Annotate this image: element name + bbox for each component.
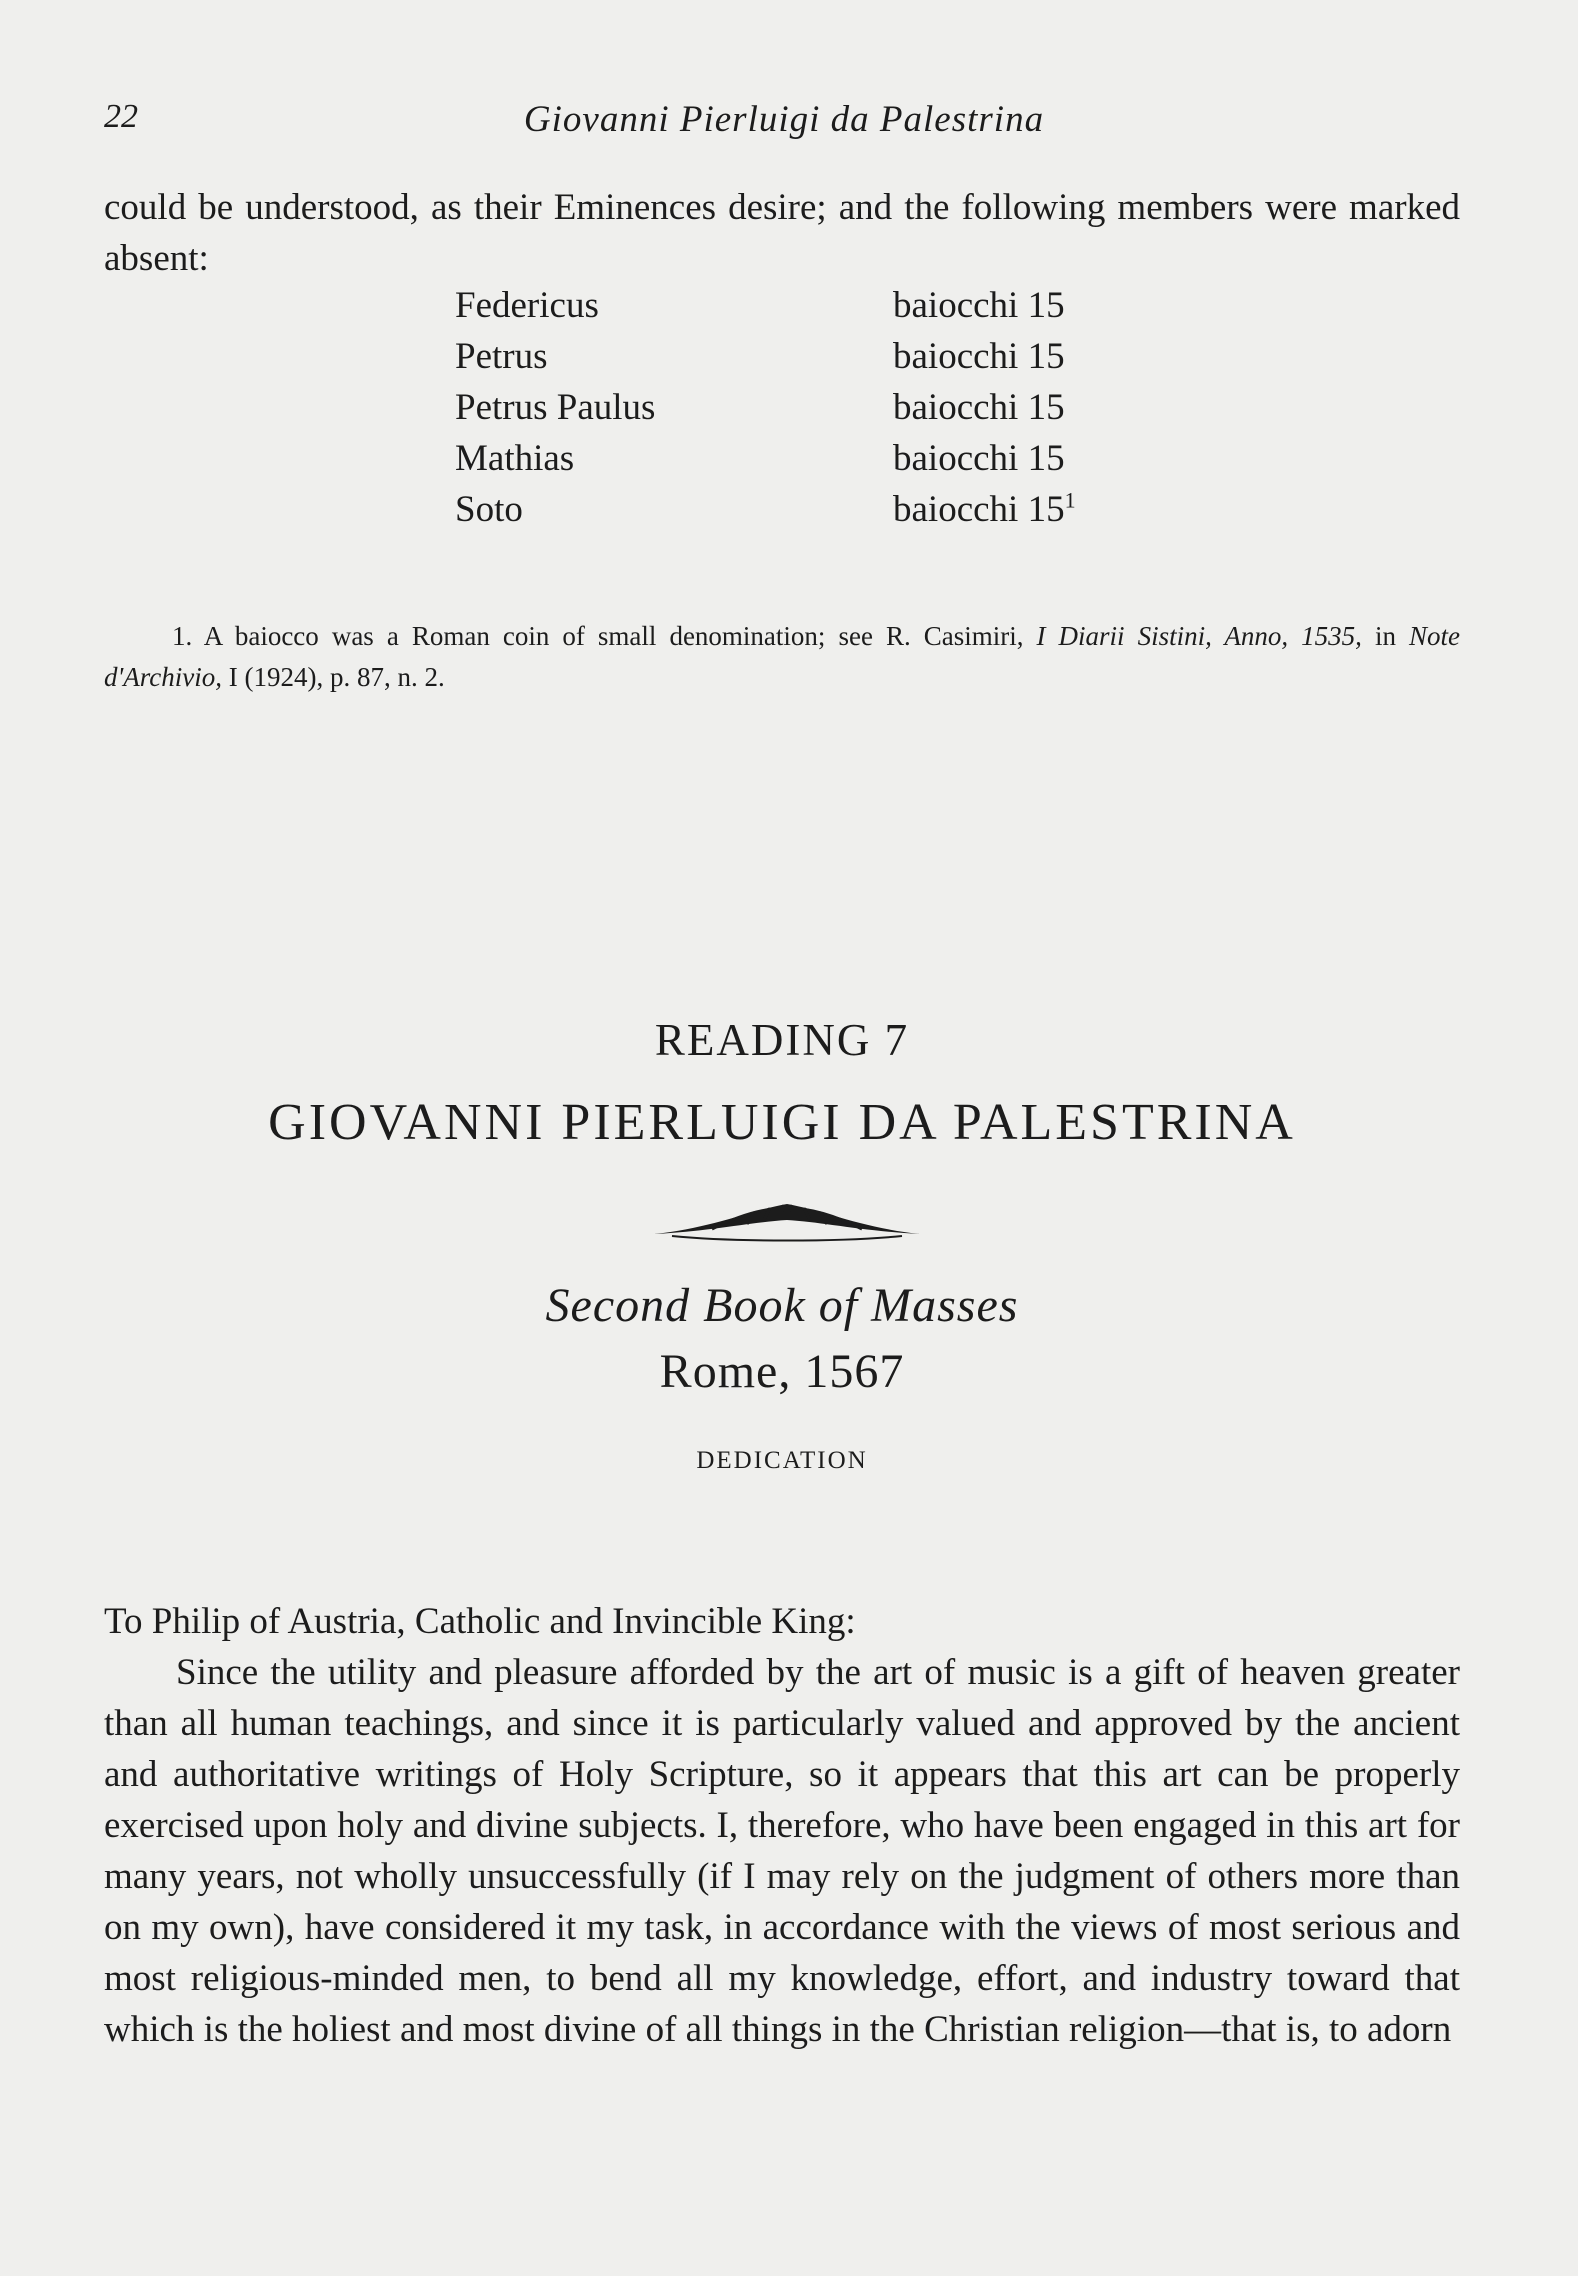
footnote-reference[interactable]: 1 [1064,487,1076,513]
footnote [104,616,1460,698]
footnote-text-a: A baiocco was a Roman coin of small denomination; see R. Casimiri, [203,621,1037,651]
page-number: 22 [104,98,138,135]
footnote-work-title: I Diarii Sistini, Anno, 1535, [1036,621,1362,651]
running-title: Giovanni Pierluigi da Palestrina [523,99,1045,140]
fine-name: Petrus Paulus [455,387,656,428]
footnote-journal-title: Note d'Archivio, [104,621,1460,692]
flourish-ornament-icon [652,1198,922,1244]
fine-amount: baiocchi 15 [893,387,1065,428]
footnote-number: 1. [172,621,193,651]
running-head [104,98,1464,148]
section-label: DEDICATION [696,1447,868,1474]
fine-name: Petrus [455,336,548,377]
intro-paragraph [104,182,1460,284]
fine-row [455,433,1175,484]
fine-amount: baiocchi 15 [893,285,1065,326]
dedication-paragraph: Since the utility and pleasure afforded by the art of music is a gift of heaven greater than all human teachings, and since it is particularly valued and approved by the ancient and authoritative writings of Holy Scripture, so it appears that this art can be properly exercised upon holy and divine subjects. I, therefore, who have been engaged in this art for many years, not wholly unsuccessfully (if I may rely on the judgment of others more than on my own), have considered it my task, in accordance with the views of most serious and most religious-minded men, to bend all my knowledge, effort, and industry toward that which is the holiest and most divine of all things in the Christian religion—that is, to adorn [104,1652,1460,2050]
fine-row [455,484,1175,535]
fines-list [455,280,1175,535]
fine-name: Soto [455,489,523,530]
fine-name: Federicus [455,285,599,326]
fine-amount: baiocchi 15 [893,336,1065,377]
fine-row [455,331,1175,382]
reading-label: READING 7 [654,1015,910,1065]
footnote-text-b: in [1361,621,1409,651]
work-title: Second Book of Masses [545,1279,1019,1332]
dedication-body [104,1596,1460,2055]
fine-amount: baiocchi 15 [893,438,1065,479]
fine-row [455,382,1175,433]
composer-heading: GIOVANNI PIERLUIGI DA PALESTRINA [268,1094,1296,1151]
place-date: Rome, 1567 [659,1345,905,1398]
fine-row [455,280,1175,331]
fine-name: Mathias [455,438,575,479]
intro-text: could be understood, as their Eminences desire; and the following members were marked absent: [104,187,1460,279]
fine-amount: baiocchi 15$^1$ [893,487,1076,530]
salutation: To Philip of Austria, Catholic and Invincible King: [104,1601,856,1642]
footnote-text-c: I (1924), p. 87, n. 2. [222,662,445,692]
